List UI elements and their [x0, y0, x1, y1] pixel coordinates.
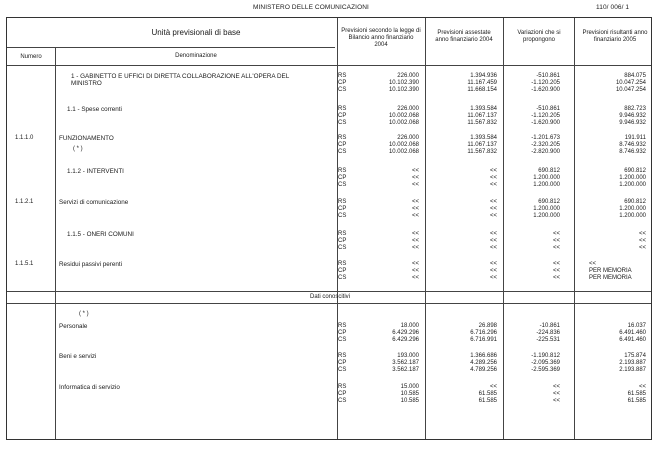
table-cell: CP: [338, 113, 347, 120]
col-prev-assestate: [429, 135, 497, 157]
table-cell: <<: [411, 238, 419, 245]
table-cell: 6.491.460: [619, 337, 646, 344]
table-cell: <<: [638, 245, 646, 252]
col-prev-bilancio: [353, 73, 419, 95]
table-cell: -225.531: [536, 337, 560, 344]
table-cell: <<: [489, 175, 497, 182]
row-label: 1.1 - Spese correnti: [67, 106, 122, 113]
table-cell: -10.861: [539, 323, 560, 329]
group-title: Unità previsionali di base: [151, 28, 241, 37]
table-cell: 10.047.254: [615, 80, 646, 87]
table-cell: 11.067.137: [467, 142, 497, 149]
row-number: 1.1.5.1: [15, 261, 34, 267]
table-cell: CP: [338, 238, 347, 245]
col-prev-risultanti: [577, 323, 646, 345]
col-prev-assestate: [429, 106, 497, 128]
table-cell: <<: [411, 231, 419, 237]
col-variazioni: [505, 323, 560, 345]
col-prev-assestate: [429, 353, 497, 375]
table-cell: CS: [338, 213, 347, 220]
table-cell: RS: [338, 323, 347, 329]
table-cell: <<: [552, 275, 560, 282]
row-label: 1.1.2 - INTERVENTI: [67, 168, 124, 175]
table-cell: 61.585: [478, 391, 497, 398]
table-cell: 193.000: [397, 353, 419, 359]
col-number-header: Numero: [20, 54, 42, 60]
divider: [574, 18, 575, 439]
table-cell: CS: [338, 149, 347, 156]
table-cell: CP: [338, 391, 347, 398]
row-label: Beni e servizi: [59, 353, 97, 360]
col-variazioni: [505, 199, 560, 221]
col-prev-bilancio: [353, 106, 419, 128]
col-prev-assestate-header: Previsioni assestate anno finanziario 2004: [435, 30, 493, 43]
table-cell: <<: [411, 261, 419, 267]
table-cell: 11.067.137: [467, 113, 497, 120]
col-prev-bilancio: [353, 199, 419, 221]
table-cell: 26.898: [478, 323, 497, 329]
table-cell: <<: [411, 175, 419, 182]
table-cell: <<: [552, 231, 560, 237]
col-prev-risultanti: [577, 231, 646, 253]
table-cell: 690.812: [624, 168, 646, 174]
table-cell: 1.200.000: [619, 175, 646, 182]
table-cell: -510.861: [536, 106, 560, 112]
table-cell: 690.812: [624, 199, 646, 205]
table-cell: 3.562.187: [392, 367, 419, 374]
table-cell: PER MEMORIA: [589, 275, 632, 282]
table-cell: CP: [338, 206, 347, 213]
table-cell: -1.201.673: [531, 135, 560, 141]
table-cell: <<: [552, 384, 560, 390]
table-cell: 11.567.832: [467, 149, 497, 156]
table-cell: <<: [552, 391, 560, 398]
table-cell: 10.102.390: [388, 80, 419, 87]
table-cell: 61.585: [627, 398, 646, 405]
table-cell: RS: [338, 231, 347, 237]
table-cell: 1.200.000: [619, 182, 646, 189]
table-cell: 18.000: [400, 323, 419, 329]
col-prev-bilancio: [353, 135, 419, 157]
table-cell: CS: [338, 87, 347, 94]
row-note-marker: ( * ): [73, 146, 83, 152]
table-cell: 1.200.000: [533, 182, 560, 189]
table-cell: <<: [489, 268, 497, 275]
col-name-header: Denominazione: [175, 53, 217, 59]
table-cell: <<: [489, 261, 497, 267]
table-cell: 6.491.460: [619, 330, 646, 337]
table-cell: 226.000: [397, 135, 419, 141]
table-cell: CS: [338, 245, 347, 252]
table-cell: <<: [411, 199, 419, 205]
col-prev-bilancio: [353, 323, 419, 345]
col-prev-bilancio: [353, 384, 419, 406]
dati-note-marker: ( * ): [79, 311, 89, 317]
table-cell: <<: [411, 168, 419, 174]
table-cell: 6.716.296: [470, 330, 497, 337]
table-cell: -2.595.369: [531, 367, 560, 374]
table-cell: RS: [338, 73, 347, 79]
divider: [7, 291, 651, 292]
table-cell: 10.002.068: [388, 120, 419, 127]
col-prev-assestate: [429, 323, 497, 345]
table-cell: 1.200.000: [533, 175, 560, 182]
table-cell: 226.000: [397, 73, 419, 79]
table-cell: 11.167.459: [467, 80, 497, 87]
divider: [7, 303, 651, 304]
col-prev-risultanti: [577, 384, 646, 406]
table-cell: 9.946.932: [619, 120, 646, 127]
table-cell: 191.911: [624, 135, 646, 141]
row-number: 1.1.1.0: [15, 135, 34, 141]
row-label: Personale: [59, 323, 88, 330]
row-label: Servizi di comunicazione: [59, 199, 129, 206]
table-cell: <<: [552, 261, 560, 267]
table-cell: -224.836: [536, 330, 560, 337]
table-cell: <<: [638, 238, 646, 245]
row-number: 1.1.2.1: [15, 199, 34, 205]
col-prev-risultanti: [577, 135, 646, 157]
dati-title: Dati conoscitivi: [309, 294, 350, 300]
table-cell: <<: [489, 245, 497, 252]
page-reference: 110/ 006/ 1: [596, 4, 630, 11]
table-cell: <<: [411, 213, 419, 220]
table-cell: CP: [338, 80, 347, 87]
col-prev-assestate: [429, 261, 497, 283]
col-prev-assestate: [429, 168, 497, 190]
ministry-title: MINISTERO DELLE COMUNICAZIONI: [253, 4, 369, 11]
table-cell: <<: [489, 213, 497, 220]
table-cell: 1.393.584: [470, 135, 497, 141]
table-cell: CP: [338, 268, 347, 275]
table-cell: CS: [338, 337, 347, 344]
table-cell: <<: [489, 199, 497, 205]
table-cell: PER MEMORIA: [589, 268, 632, 275]
divider: [7, 65, 651, 66]
table-cell: 226.000: [397, 106, 419, 112]
table-cell: 10.002.068: [388, 113, 419, 120]
table-cell: 1.200.000: [533, 206, 560, 213]
table-cell: RS: [338, 199, 347, 205]
col-prev-risultanti: [589, 261, 651, 283]
col-prev-risultanti: [577, 73, 646, 95]
col-prev-assestate: [429, 199, 497, 221]
table-cell: 11.567.832: [467, 120, 497, 127]
table-cell: <<: [411, 182, 419, 189]
col-variazioni: [505, 73, 560, 95]
col-prev-risultanti: [577, 106, 646, 128]
table-cell: 1.200.000: [619, 213, 646, 220]
col-variazioni: [505, 353, 560, 375]
table-cell: <<: [411, 206, 419, 213]
table-cell: 9.946.932: [619, 113, 646, 120]
col-prev-assestate: [429, 73, 497, 95]
table-cell: 690.812: [538, 199, 560, 205]
table-cell: 10.585: [400, 398, 419, 405]
col-prev-bilancio: [353, 231, 419, 253]
table-cell: 175.874: [624, 353, 646, 359]
table-cell: 4.789.256: [470, 367, 497, 374]
table-cell: RS: [338, 384, 347, 390]
budget-table: [6, 17, 652, 440]
divider: [55, 47, 56, 439]
table-cell: CP: [338, 175, 347, 182]
col-prev-bilancio-header: Previsioni secondo la legge di Bilancio anno finanziario 2004: [341, 28, 421, 48]
col-variazioni: [505, 261, 560, 283]
table-cell: 16.037: [627, 323, 646, 329]
table-cell: 8.746.932: [619, 142, 646, 149]
table-cell: 3.562.187: [392, 360, 419, 367]
table-cell: CS: [338, 398, 347, 405]
table-cell: -2.820.900: [531, 149, 560, 156]
table-cell: -1.620.900: [531, 120, 560, 127]
row-label: 1 - GABINETTO E UFFICI DI DIRETTA COLLABORAZIONE ALL'OPERA DEL MINISTRO: [71, 73, 290, 88]
divider: [503, 18, 504, 439]
table-cell: <<: [552, 268, 560, 275]
col-variazioni: [505, 106, 560, 128]
row-label: Residui passivi perenti: [59, 261, 122, 268]
table-cell: <<: [489, 275, 497, 282]
table-cell: RS: [338, 261, 347, 267]
table-cell: RS: [338, 353, 347, 359]
table-cell: 690.812: [538, 168, 560, 174]
table-cell: <<: [552, 238, 560, 245]
table-cell: <<: [489, 238, 497, 245]
table-cell: -1.120.205: [531, 113, 560, 120]
table-cell: CS: [338, 275, 347, 282]
table-cell: 1.394.936: [470, 73, 497, 79]
row-label: 1.1.5 - ONERI COMUNI: [67, 231, 134, 238]
table-cell: 8.746.932: [619, 149, 646, 156]
row-label: Informatica di servizio: [59, 384, 120, 391]
table-cell: 1.366.686: [470, 353, 497, 359]
table-cell: <<: [489, 168, 497, 174]
table-cell: -2.095.369: [531, 360, 560, 367]
table-cell: 2.193.887: [619, 360, 646, 367]
col-prev-bilancio: [353, 168, 419, 190]
table-cell: -1.120.205: [531, 80, 560, 87]
divider: [425, 18, 426, 439]
table-cell: <<: [589, 261, 597, 267]
table-cell: -1.190.812: [531, 353, 560, 359]
table-cell: CS: [338, 120, 347, 127]
table-cell: <<: [489, 182, 497, 189]
table-cell: CS: [338, 367, 347, 374]
table-cell: 6.716.991: [470, 337, 497, 344]
table-cell: 61.585: [627, 391, 646, 398]
table-cell: 6.429.296: [392, 337, 419, 344]
table-cell: CP: [338, 142, 347, 149]
table-cell: <<: [411, 268, 419, 275]
col-prev-risultanti: [577, 199, 646, 221]
table-cell: <<: [638, 231, 646, 237]
table-cell: 1.200.000: [619, 206, 646, 213]
table-cell: <<: [552, 398, 560, 405]
table-cell: <<: [552, 245, 560, 252]
col-variazioni: [505, 135, 560, 157]
table-cell: 10.002.068: [388, 149, 419, 156]
col-prev-risultanti: [577, 353, 646, 375]
table-cell: 10.102.390: [388, 87, 419, 94]
table-cell: 15.000: [400, 384, 419, 390]
table-cell: 11.668.154: [467, 87, 497, 94]
table-cell: 6.429.296: [392, 330, 419, 337]
col-prev-assestate: [429, 231, 497, 253]
col-prev-risultanti: [577, 168, 646, 190]
table-cell: CP: [338, 360, 347, 367]
row-label: FUNZIONAMENTO: [59, 135, 114, 142]
table-cell: 884.075: [624, 73, 646, 79]
table-cell: -2.320.205: [531, 142, 560, 149]
table-cell: 2.193.887: [619, 367, 646, 374]
table-cell: <<: [411, 275, 419, 282]
col-variazioni: [505, 384, 560, 406]
table-cell: 10.585: [400, 391, 419, 398]
table-cell: -510.861: [536, 73, 560, 79]
table-cell: <<: [489, 206, 497, 213]
col-prev-risultanti-header: Previsioni risultanti anno finanziario 2005: [582, 30, 648, 43]
table-cell: RS: [338, 168, 347, 174]
col-variazioni: [505, 231, 560, 253]
table-cell: 1.200.000: [533, 213, 560, 220]
table-cell: 10.002.068: [388, 142, 419, 149]
table-cell: RS: [338, 135, 347, 141]
table-cell: 1.393.584: [470, 106, 497, 112]
table-cell: <<: [489, 231, 497, 237]
table-cell: CS: [338, 182, 347, 189]
col-prev-assestate: [429, 384, 497, 406]
table-cell: <<: [411, 245, 419, 252]
divider: [7, 47, 335, 48]
table-cell: 882.723: [624, 106, 646, 112]
table-cell: <<: [638, 384, 646, 390]
table-cell: -1.620.900: [531, 87, 560, 94]
table-cell: CP: [338, 330, 347, 337]
table-cell: 61.585: [478, 398, 497, 405]
table-cell: <<: [489, 384, 497, 390]
table-cell: 4.289.256: [470, 360, 497, 367]
col-prev-bilancio: [353, 353, 419, 375]
col-variazioni: [505, 168, 560, 190]
table-cell: 10.047.254: [615, 87, 646, 94]
table-cell: RS: [338, 106, 347, 112]
col-prev-bilancio: [353, 261, 419, 283]
col-variazioni-header: Variazioni che si propongono: [517, 30, 561, 43]
